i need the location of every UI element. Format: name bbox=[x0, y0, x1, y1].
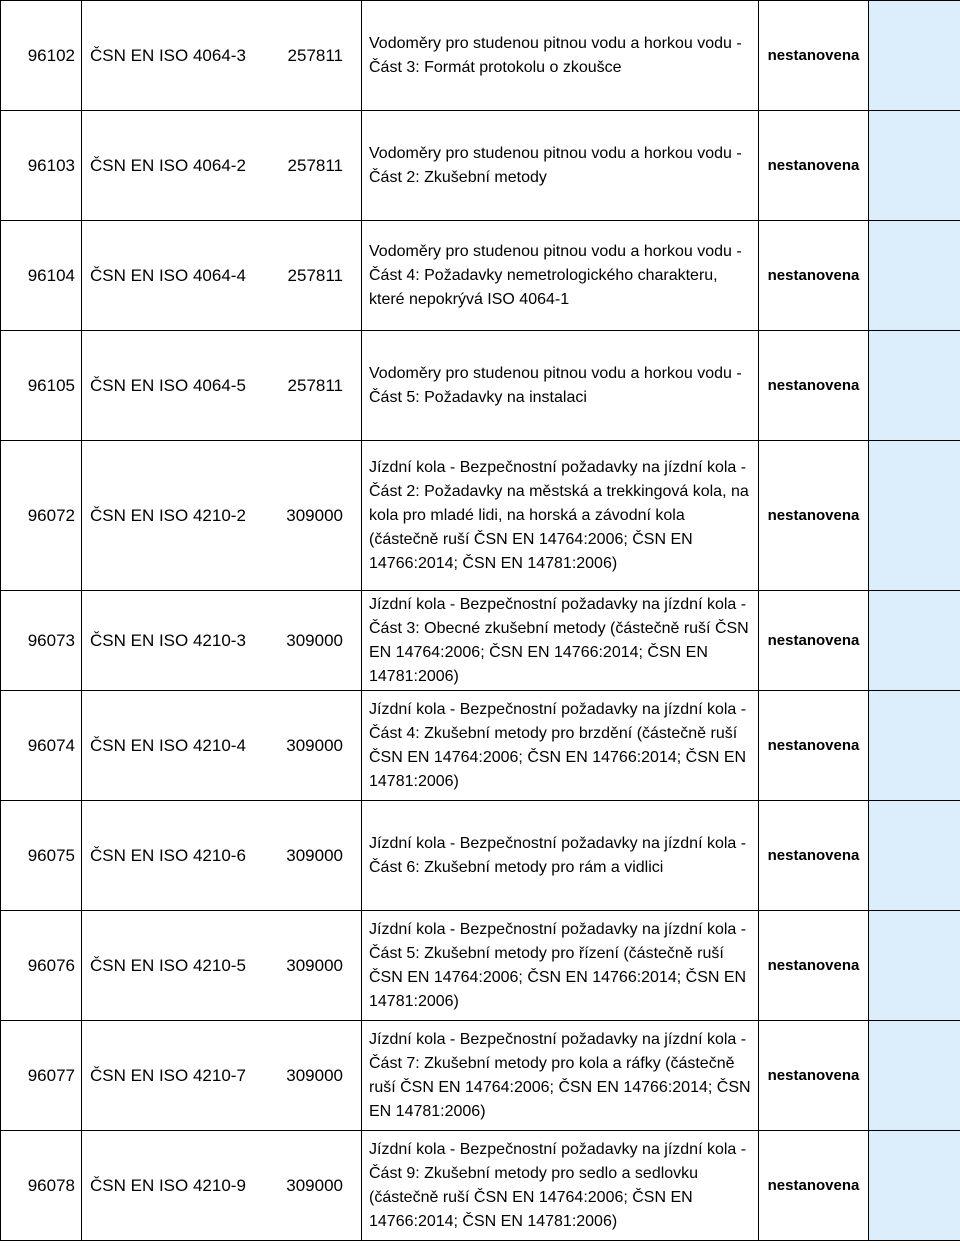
status-value: nestanovena bbox=[759, 1, 869, 111]
classification-code: 309000 bbox=[270, 801, 362, 911]
classification-code: 309000 bbox=[270, 1021, 362, 1131]
row-id: 96077 bbox=[1, 1021, 82, 1131]
status-value: nestanovena bbox=[759, 801, 869, 911]
row-id: 96103 bbox=[1, 111, 82, 221]
classification-code: 257811 bbox=[270, 331, 362, 441]
accent-cell bbox=[869, 111, 960, 221]
standard-title: Jízdní kola - Bezpečnostní požadavky na jízdní kola - Část 3: Obecné zkušební metody (částečně ruší ČSN EN 14764:2006; ČSN EN 14766:2014; ČSN EN 14781:2006) bbox=[362, 591, 759, 691]
status-value: nestanovena bbox=[759, 911, 869, 1021]
standard-title: Jízdní kola - Bezpečnostní požadavky na jízdní kola - Část 9: Zkušební metody pro sedlo a sedlovku (částečně ruší ČSN EN 14764:2006; ČSN EN 14766:2014; ČSN EN 14781:2006) bbox=[362, 1131, 759, 1241]
accent-cell bbox=[869, 441, 960, 591]
accent-cell bbox=[869, 331, 960, 441]
table-row bbox=[1, 221, 960, 331]
status-value: nestanovena bbox=[759, 441, 869, 591]
table-row bbox=[1, 331, 960, 441]
standard-number: ČSN EN ISO 4064-3 bbox=[82, 1, 270, 111]
standard-title: Vodoměry pro studenou pitnou vodu a horkou vodu - Část 4: Požadavky nemetrologického charakteru, které nepokrývá ISO 4064-1 bbox=[362, 221, 759, 331]
classification-code: 309000 bbox=[270, 1131, 362, 1241]
standard-title: Jízdní kola - Bezpečnostní požadavky na jízdní kola - Část 2: Požadavky na městská a trekkingová kola, na kola pro mladé lidi, na horská a závodní kola (částečně ruší ČSN EN 14764:2006; ČSN EN 14766:2014; ČSN EN 14781:2006) bbox=[362, 441, 759, 591]
row-id: 96072 bbox=[1, 441, 82, 591]
table-row bbox=[1, 591, 960, 691]
classification-code: 257811 bbox=[270, 221, 362, 331]
standard-title: Vodoměry pro studenou pitnou vodu a horkou vodu - Část 5: Požadavky na instalaci bbox=[362, 331, 759, 441]
table-row bbox=[1, 1021, 960, 1131]
row-id: 96074 bbox=[1, 691, 82, 801]
row-id: 96078 bbox=[1, 1131, 82, 1241]
standard-number: ČSN EN ISO 4064-2 bbox=[82, 111, 270, 221]
classification-code: 309000 bbox=[270, 441, 362, 591]
table-row bbox=[1, 1131, 960, 1241]
classification-code: 309000 bbox=[270, 591, 362, 691]
row-id: 96105 bbox=[1, 331, 82, 441]
standard-title: Jízdní kola - Bezpečnostní požadavky na jízdní kola - Část 5: Zkušební metody pro řízení (částečně ruší ČSN EN 14764:2006; ČSN EN 14766:2014; ČSN EN 14781:2006) bbox=[362, 911, 759, 1021]
classification-code: 309000 bbox=[270, 691, 362, 801]
status-value: nestanovena bbox=[759, 1131, 869, 1241]
table-row bbox=[1, 1, 960, 111]
standard-number: ČSN EN ISO 4210-2 bbox=[82, 441, 270, 591]
table-row bbox=[1, 441, 960, 591]
row-id: 96076 bbox=[1, 911, 82, 1021]
row-id: 96073 bbox=[1, 591, 82, 691]
classification-code: 257811 bbox=[270, 1, 362, 111]
row-id: 96075 bbox=[1, 801, 82, 911]
table-row bbox=[1, 801, 960, 911]
classification-code: 309000 bbox=[270, 911, 362, 1021]
accent-cell bbox=[869, 591, 960, 691]
accent-cell bbox=[869, 1131, 960, 1241]
standard-title: Jízdní kola - Bezpečnostní požadavky na jízdní kola - Část 4: Zkušební metody pro brzdění (částečně ruší ČSN EN 14764:2006; ČSN EN 14766:2014; ČSN EN 14781:2006) bbox=[362, 691, 759, 801]
accent-cell bbox=[869, 221, 960, 331]
standard-number: ČSN EN ISO 4210-9 bbox=[82, 1131, 270, 1241]
standard-number: ČSN EN ISO 4210-6 bbox=[82, 801, 270, 911]
accent-cell bbox=[869, 1, 960, 111]
status-value: nestanovena bbox=[759, 331, 869, 441]
table-row bbox=[1, 911, 960, 1021]
standard-number: ČSN EN ISO 4064-5 bbox=[82, 331, 270, 441]
status-value: nestanovena bbox=[759, 691, 869, 801]
standard-title: Vodoměry pro studenou pitnou vodu a horkou vodu - Část 2: Zkušební metody bbox=[362, 111, 759, 221]
standard-title: Jízdní kola - Bezpečnostní požadavky na jízdní kola - Část 6: Zkušební metody pro rám a vidlici bbox=[362, 801, 759, 911]
accent-cell bbox=[869, 801, 960, 911]
status-value: nestanovena bbox=[759, 111, 869, 221]
row-id: 96104 bbox=[1, 221, 82, 331]
standard-number: ČSN EN ISO 4210-3 bbox=[82, 591, 270, 691]
standard-number: ČSN EN ISO 4210-5 bbox=[82, 911, 270, 1021]
standard-number: ČSN EN ISO 4064-4 bbox=[82, 221, 270, 331]
status-value: nestanovena bbox=[759, 591, 869, 691]
standard-number: ČSN EN ISO 4210-4 bbox=[82, 691, 270, 801]
accent-cell bbox=[869, 691, 960, 801]
table-row bbox=[1, 111, 960, 221]
standard-number: ČSN EN ISO 4210-7 bbox=[82, 1021, 270, 1131]
accent-cell bbox=[869, 911, 960, 1021]
row-id: 96102 bbox=[1, 1, 82, 111]
standard-title: Jízdní kola - Bezpečnostní požadavky na jízdní kola - Část 7: Zkušební metody pro kola a ráfky (částečně ruší ČSN EN 14764:2006; ČSN EN 14766:2014; ČSN EN 14781:2006) bbox=[362, 1021, 759, 1131]
standard-title: Vodoměry pro studenou pitnou vodu a horkou vodu - Část 3: Formát protokolu o zkoušce bbox=[362, 1, 759, 111]
table-row bbox=[1, 691, 960, 801]
classification-code: 257811 bbox=[270, 111, 362, 221]
accent-cell bbox=[869, 1021, 960, 1131]
status-value: nestanovena bbox=[759, 221, 869, 331]
status-value: nestanovena bbox=[759, 1021, 869, 1131]
